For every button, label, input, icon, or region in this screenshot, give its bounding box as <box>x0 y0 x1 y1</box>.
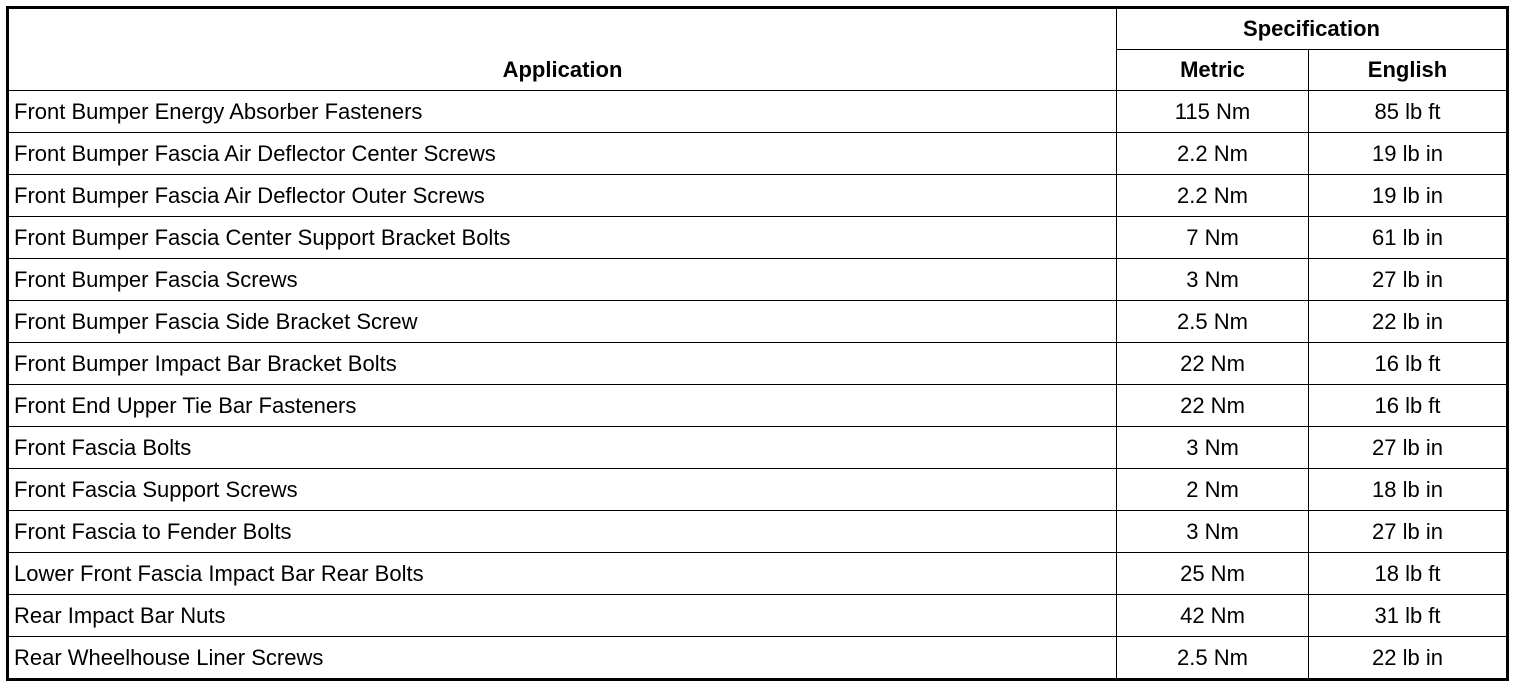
english-value-cell: 27 lb in <box>1309 427 1508 469</box>
metric-value-cell: 2 Nm <box>1117 469 1309 511</box>
application-cell: Front Bumper Energy Absorber Fasteners <box>8 91 1117 133</box>
application-cell: Front Bumper Fascia Air Deflector Outer Screws <box>8 175 1117 217</box>
header-row-top <box>8 8 1508 50</box>
metric-value-cell: 22 Nm <box>1117 343 1309 385</box>
metric-value-cell: 7 Nm <box>1117 217 1309 259</box>
english-value-cell: 27 lb in <box>1309 511 1508 553</box>
metric-column-header: Metric <box>1117 50 1309 91</box>
table-row <box>8 637 1508 680</box>
fastener-spec-table <box>6 6 1509 681</box>
application-column-header: Application <box>8 8 1117 91</box>
metric-value-cell: 3 Nm <box>1117 511 1309 553</box>
application-cell: Front Fascia Support Screws <box>8 469 1117 511</box>
metric-value-cell: 3 Nm <box>1117 259 1309 301</box>
application-cell: Front Bumper Fascia Side Bracket Screw <box>8 301 1117 343</box>
table-row <box>8 511 1508 553</box>
metric-value-cell: 2.2 Nm <box>1117 133 1309 175</box>
table-row <box>8 259 1508 301</box>
metric-value-cell: 42 Nm <box>1117 595 1309 637</box>
english-value-cell: 85 lb ft <box>1309 91 1508 133</box>
application-cell: Front Fascia to Fender Bolts <box>8 511 1117 553</box>
table-row <box>8 469 1508 511</box>
table-row <box>8 343 1508 385</box>
metric-value-cell: 2.2 Nm <box>1117 175 1309 217</box>
application-cell: Front Fascia Bolts <box>8 427 1117 469</box>
table-row <box>8 427 1508 469</box>
table-row <box>8 553 1508 595</box>
english-value-cell: 22 lb in <box>1309 301 1508 343</box>
english-column-header: English <box>1309 50 1508 91</box>
english-value-cell: 16 lb ft <box>1309 343 1508 385</box>
application-cell: Rear Wheelhouse Liner Screws <box>8 637 1117 680</box>
table-header <box>8 8 1508 91</box>
metric-value-cell: 22 Nm <box>1117 385 1309 427</box>
english-value-cell: 31 lb ft <box>1309 595 1508 637</box>
table-row <box>8 175 1508 217</box>
application-cell: Front Bumper Fascia Screws <box>8 259 1117 301</box>
english-value-cell: 27 lb in <box>1309 259 1508 301</box>
table-row <box>8 133 1508 175</box>
english-value-cell: 18 lb in <box>1309 469 1508 511</box>
table-row <box>8 385 1508 427</box>
metric-value-cell: 2.5 Nm <box>1117 637 1309 680</box>
application-cell: Front End Upper Tie Bar Fasteners <box>8 385 1117 427</box>
application-cell: Rear Impact Bar Nuts <box>8 595 1117 637</box>
table-row <box>8 595 1508 637</box>
english-value-cell: 61 lb in <box>1309 217 1508 259</box>
english-value-cell: 19 lb in <box>1309 175 1508 217</box>
english-value-cell: 16 lb ft <box>1309 385 1508 427</box>
table-row <box>8 301 1508 343</box>
application-cell: Front Bumper Impact Bar Bracket Bolts <box>8 343 1117 385</box>
metric-value-cell: 3 Nm <box>1117 427 1309 469</box>
table-row <box>8 217 1508 259</box>
metric-value-cell: 25 Nm <box>1117 553 1309 595</box>
application-cell: Front Bumper Fascia Air Deflector Center Screws <box>8 133 1117 175</box>
application-cell: Front Bumper Fascia Center Support Bracket Bolts <box>8 217 1117 259</box>
english-value-cell: 18 lb ft <box>1309 553 1508 595</box>
metric-value-cell: 115 Nm <box>1117 91 1309 133</box>
english-value-cell: 22 lb in <box>1309 637 1508 680</box>
table-body <box>8 91 1508 680</box>
specification-group-header: Specification <box>1117 8 1508 50</box>
metric-value-cell: 2.5 Nm <box>1117 301 1309 343</box>
english-value-cell: 19 lb in <box>1309 133 1508 175</box>
application-cell: Lower Front Fascia Impact Bar Rear Bolts <box>8 553 1117 595</box>
table-row <box>8 91 1508 133</box>
